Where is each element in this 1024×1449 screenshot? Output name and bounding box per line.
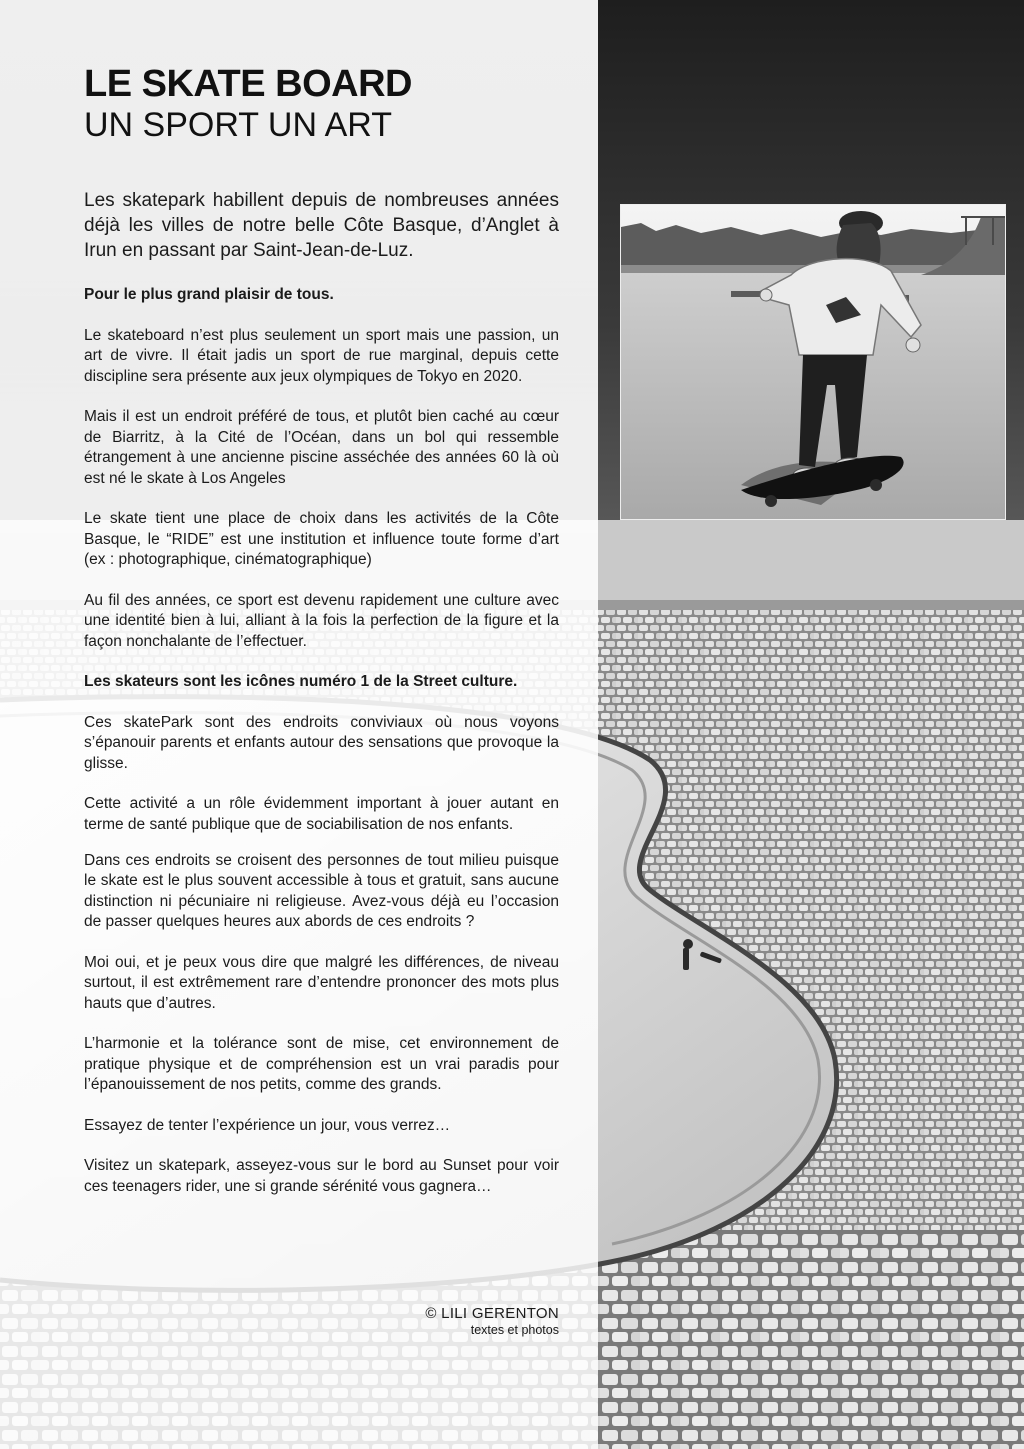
article-content <box>84 62 559 1337</box>
lead-paragraph: Les skatepark habillent depuis de nombreuses années déjà les villes de notre belle Côte Basque, d’Anglet à Irun en passant par Saint-Jean-de-Luz. <box>84 190 559 261</box>
body-paragraph: L’harmonie et la tolérance sont de mise, cet environnement de pratique physique et de compréhension est un vrai paradis pour l’épanouissement de nos petits, comme des grands. <box>84 1035 559 1093</box>
body-paragraph: Ces skatePark sont des endroits conviviaux où nous voyons s’épanouir parents et enfants autour des sensations que provoque la glisse. <box>84 713 559 772</box>
body-paragraph: Visitez un skatepark, asseyez-vous sur le bord au Sunset pour voir ces teenagers rider, une si grande sérénité vous gagnera… <box>84 1157 559 1195</box>
credit-role: textes et photos <box>470 1323 559 1337</box>
page-title: LE SKATE BOARD <box>84 63 412 105</box>
photo-credit <box>425 1305 559 1338</box>
body-paragraph: Mais il est un endroit préféré de tous, et plutôt bien caché au cœur de Biarritz, à la Cité de l’Océan, dans un bol qui ressemble étrangement à une ancienne piscine asséchée des années 60 là où est né le skate à Los Angeles <box>84 408 559 487</box>
body-paragraph: Au fil des années, ce sport est devenu rapidement une culture avec une identité bien à lui, alliant à la fois la perfection de la figure et la façon nonchalante de l’effectuer. <box>84 591 559 650</box>
body-paragraph: Cette activité a un rôle évidemment important à jouer autant en terme de santé publique que de sociabilisation de nos enfants. <box>84 795 559 833</box>
body-paragraph: Le skate tient une place de choix dans les activités de la Côte Basque, le “RIDE” est une institution et influence toute forme d’art (ex : photographique, cinématographique) <box>84 510 559 568</box>
body-paragraph: Essayez de tenter l’expérience un jour, vous verrez… <box>84 1116 451 1134</box>
body-paragraph: Moi oui, et je peux vous dire que malgré les différences, de niveau surtout, il est extrêmement rare d’entendre prononcer des mots plus hauts que d’autres. <box>84 953 559 1012</box>
body-paragraph: Dans ces endroits se croisent des personnes de tout milieu puisque le skate est le plus souvent accessible à tous et gratuit, sans aucune distinction ni pécuniaire ni religieuse. Avez-vous déjà eu l’occasion de passer quelques heures aux abords de ces endroits ? <box>84 851 559 930</box>
inset-photo-skater <box>620 204 1006 520</box>
highlight-paragraph: Pour le plus grand plaisir de tous. <box>84 286 334 303</box>
highlight-paragraph: Les skateurs sont les icônes numéro 1 de la Street culture. <box>84 673 518 690</box>
credit-name: © LILI GERENTON <box>425 1305 559 1322</box>
body-paragraph: Le skateboard n’est plus seulement un sport mais une passion, un art de vivre. Il était jadis un sport de rue marginal, depuis cette discipline sera présente aux jeux olympiques de Tokyo en 2020. <box>84 326 559 385</box>
page-subtitle: UN SPORT UN ART <box>84 106 392 144</box>
